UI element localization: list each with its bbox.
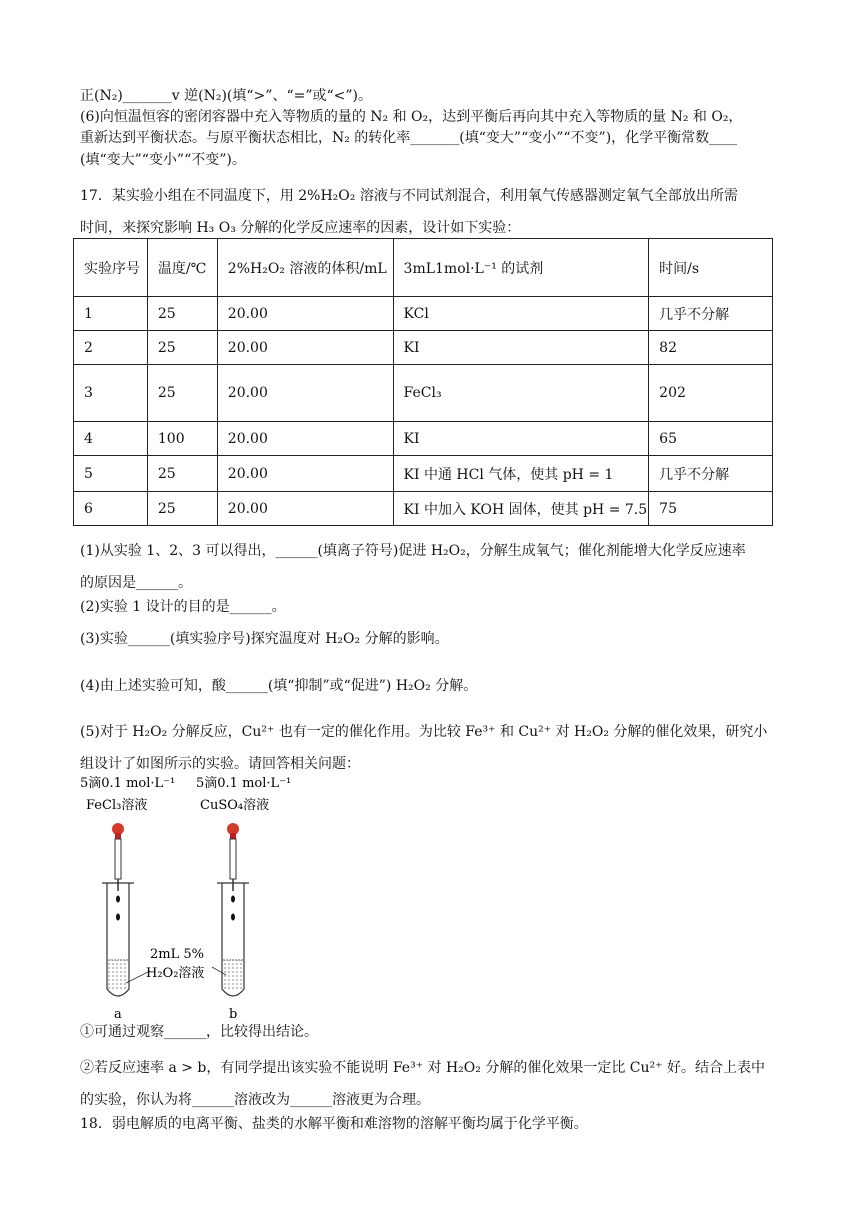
q17-sub2-line1: ②若反应速率 a > b，有同学提出该实验不能说明 Fe³⁺ 对 H₂O₂ 分解的催化效果一定比 Cu²⁺ 好。结合上表中 [80,1060,765,1076]
table-cell: KCl [393,297,649,331]
table-header-row [74,239,773,297]
test-tube-figure [80,775,320,1025]
table-row [74,331,773,365]
solution-name: H₂O₂溶液 [146,966,205,981]
q17-part1-line1: (1)从实验 1、2、3 可以得出，______(填离子符号)促进 H₂O₂，分解生成氧气；催化剂能增大化学反应速率 [80,543,746,559]
test-tube-b-icon [217,883,249,996]
table-cell: KI 中通 HCl 气体，使其 pH = 1 [393,456,649,492]
top-line-3: 重新达到平衡状态。与原平衡状态相比，N₂ 的转化率_______(填“变大”“变小”“不变”)，化学平衡常数____ [80,130,738,146]
table-cell: KI 中加入 KOH 固体，使其 pH = 7.5 [393,492,649,526]
dropper-b-icon [227,823,239,891]
solution-amount: 2mL 5% [150,947,204,962]
header-cell: 2%H₂O₂ 溶液的体积/mL [217,239,393,297]
q17-sub2-line2: 的实验，你认为将______溶液改为______溶液更为合理。 [80,1092,430,1108]
header-cell: 时间/s [649,239,773,297]
table-cell: 100 [147,422,217,456]
header-cell: 实验序号 [74,239,148,297]
top-line-1: 正(N₂)_______v 逆(N₂)(填“>”、“=”或“<”)。 [80,88,372,104]
q17-part5-line1: (5)对于 H₂O₂ 分解反应，Cu²⁺ 也有一定的催化作用。为比较 Fe³⁺ 和 Cu²⁺ 对 H₂O₂ 分解的催化效果，研究小 [80,724,768,740]
q17-intro-2: 时间，来探究影响 H₃ O₃ 分解的化学反应速率的因素，设计如下实验： [80,220,521,236]
table-cell: 82 [649,331,773,365]
tube-b-label: b [229,1007,238,1022]
reagent-b-name: CuSO₄溶液 [200,798,270,813]
table-row [74,456,773,492]
header-cell: 温度/℃ [147,239,217,297]
q18-intro: 18．弱电解质的电离平衡、盐类的水解平衡和难溶物的溶解平衡均属于化学平衡。 [80,1116,588,1132]
reagent-a-name: FeCl₃溶液 [86,798,148,813]
q17-part3: (3)实验______(填实验序号)探究温度对 H₂O₂ 分解的影响。 [80,631,449,647]
table-cell: FeCl₃ [393,365,649,422]
table-cell: 20.00 [217,422,393,456]
q17-part1-line2: 的原因是______。 [80,575,192,591]
table-cell: 20.00 [217,456,393,492]
q17-part4: (4)由上述实验可知，酸______(填“抑制”或“促进”) H₂O₂ 分解。 [80,678,478,694]
header-cell: 3mL1mol·L⁻¹ 的试剂 [393,239,649,297]
table-cell: 20.00 [217,297,393,331]
table-cell: 25 [147,365,217,422]
table-cell: 5 [74,456,148,492]
q17-intro-1: 17．某实验小组在不同温度下，用 2%H₂O₂ 溶液与不同试剂混合，利用氧气传感器测定氧气全部放出所需 [80,188,738,204]
table-cell: 20.00 [217,492,393,526]
table-row [74,422,773,456]
table-cell: 6 [74,492,148,526]
table-cell: 2 [74,331,148,365]
table-cell: 25 [147,331,217,365]
table-cell: 20.00 [217,365,393,422]
table-cell: 几乎不分解 [649,297,773,331]
table-row [74,297,773,331]
q17-part2: (2)实验 1 设计的目的是______。 [80,599,286,615]
q17-part5-line2: 组设计了如图所示的实验。请回答相关问题： [80,756,360,772]
test-tube-diagram [80,775,320,1025]
table-cell: KI [393,331,649,365]
table-cell: 几乎不分解 [649,456,773,492]
table-cell: 65 [649,422,773,456]
reagent-b-concentration: 5滴0.1 mol·L⁻¹ [196,776,292,791]
tube-a-label: a [114,1007,122,1022]
dropper-a-icon [112,823,124,891]
table-cell: 25 [147,492,217,526]
top-line-2: (6)向恒温恒容的密闭容器中充入等物质的量的 N₂ 和 O₂，达到平衡后再向其中充入等物质的量 N₂ 和 O₂， [80,109,743,125]
experiment-table [73,238,773,526]
table-cell: 25 [147,297,217,331]
test-tube-a-icon [102,883,134,996]
table-cell: 3 [74,365,148,422]
table-cell: 4 [74,422,148,456]
table-cell: 20.00 [217,331,393,365]
table-cell: 25 [147,456,217,492]
table-row [74,365,773,422]
table-cell: KI [393,422,649,456]
table-cell: 1 [74,297,148,331]
table-row [74,492,773,526]
table-cell: 75 [649,492,773,526]
top-line-4: (填“变大”“变小”“不变”)。 [80,152,246,168]
reagent-a-concentration: 5滴0.1 mol·L⁻¹ [80,776,176,791]
table-cell: 202 [649,365,773,422]
q17-sub1: ①可通过观察______，比较得出结论。 [80,1024,318,1040]
